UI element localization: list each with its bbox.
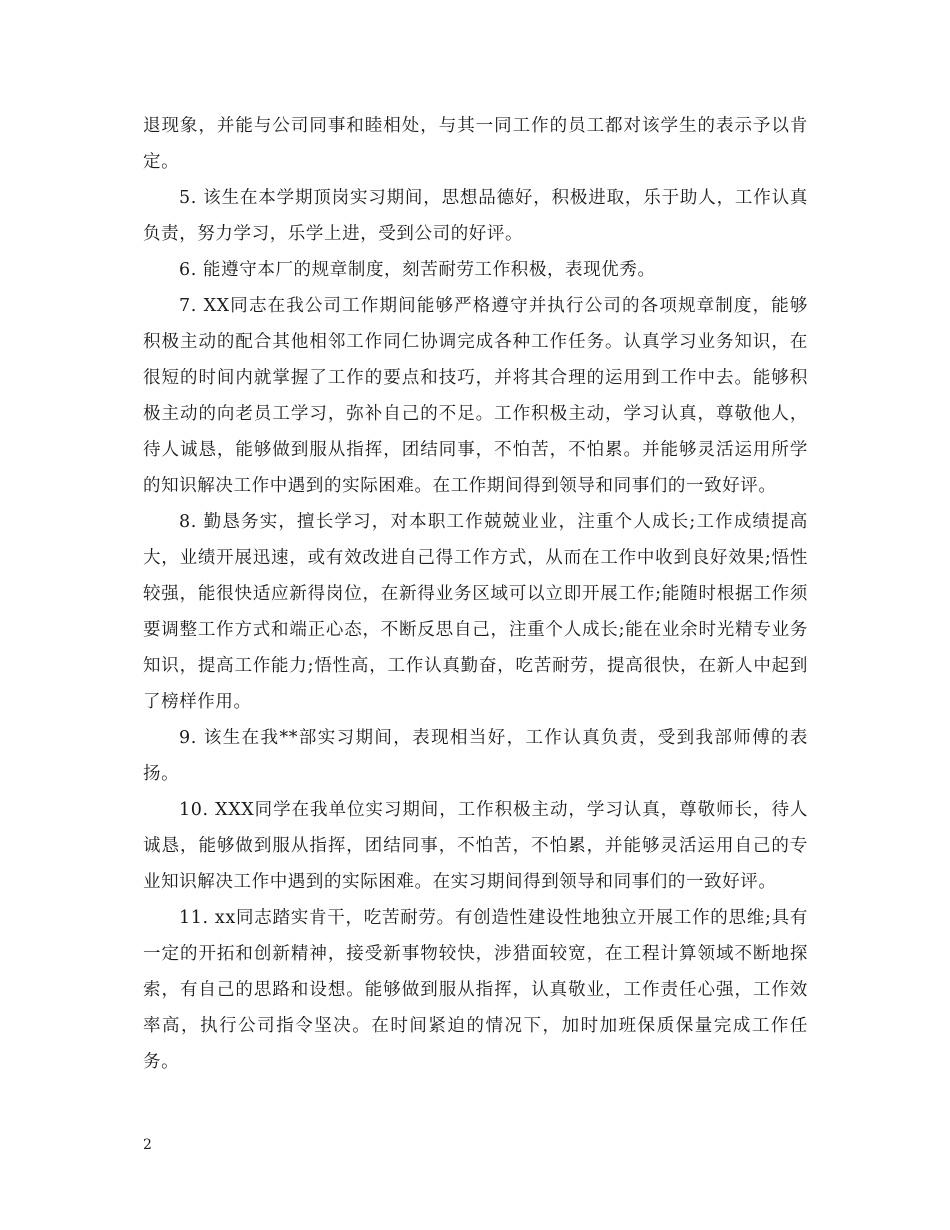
paragraph-continuation: 退现象，并能与公司同事和睦相处，与其一同工作的员工都对该学生的表示予以肯定。 [143,116,808,172]
paragraph-item-10: 10. XXX同学在我单位实习期间，工作积极主动，学习认真，尊敬师长，待人诚恳，能够做到服从指挥，团结同事，不怕苦，不怕累，并能够灵活运用自己的专业知识解决工作中遇到的实际困难。在实习期间得到领导和同事们的一致好评。 [143,800,808,892]
body-text [143,108,808,1080]
paragraph-item-6: 6. 能遵守本厂的规章制度，刻苦耐劳工作积极，表现优秀。 [179,260,656,280]
paragraph-item-8: 8. 勤恳务实，擅长学习，对本职工作兢兢业业，注重个人成长;工作成绩提高大，业绩开展迅速，或有效改进自己得工作方式，从而在工作中收到良好效果;悟性较强，能很快适应新得岗位，在新得业务区域可以立即开展工作;能随时根据工作须要调整工作方式和端正心态，不断反思自己，注重个人成长;能在业余时光精专业务知识，提高工作能力;悟性高，工作认真勤奋，吃苦耐劳，提高很快，在新人中起到了榜样作用。 [143,512,808,712]
paragraph-item-5: 5. 该生在本学期顶岗实习期间，思想品德好，积极进取，乐于助人，工作认真负责，努力学习，乐学上进，受到公司的好评。 [143,188,808,244]
paragraph-item-7: 7. XX同志在我公司工作期间能够严格遵守并执行公司的各项规章制度，能够积极主动的配合其他相邻工作同仁协调完成各种工作任务。认真学习业务知识，在很短的时间内就掌握了工作的要点和技巧，并将其合理的运用到工作中去。能够积极主动的向老员工学习，弥补自己的不足。工作积极主动，学习认真，尊敬他人，待人诚恳，能够做到服从指挥，团结同事，不怕苦，不怕累。并能够灵活运用所学的知识解决工作中遇到的实际困难。在工作期间得到领导和同事们的一致好评。 [143,296,808,496]
paragraph-item-9: 9. 该生在我**部实习期间，表现相当好，工作认真负责，受到我部师傅的表扬。 [143,728,808,784]
paragraph-item-11: 11. xx同志踏实肯干，吃苦耐劳。有创造性建设性地独立开展工作的思维;具有一定的开拓和创新精神，接受新事物较快，涉猎面较宽，在工程计算领域不断地探索，有自己的思路和设想。能够做到服从指挥，认真敬业，工作责任心强，工作效率高，执行公司指令坚决。在时间紧迫的情况下，加时加班保质保量完成工作任务。 [143,908,808,1072]
page-number: 2 [143,1137,152,1153]
